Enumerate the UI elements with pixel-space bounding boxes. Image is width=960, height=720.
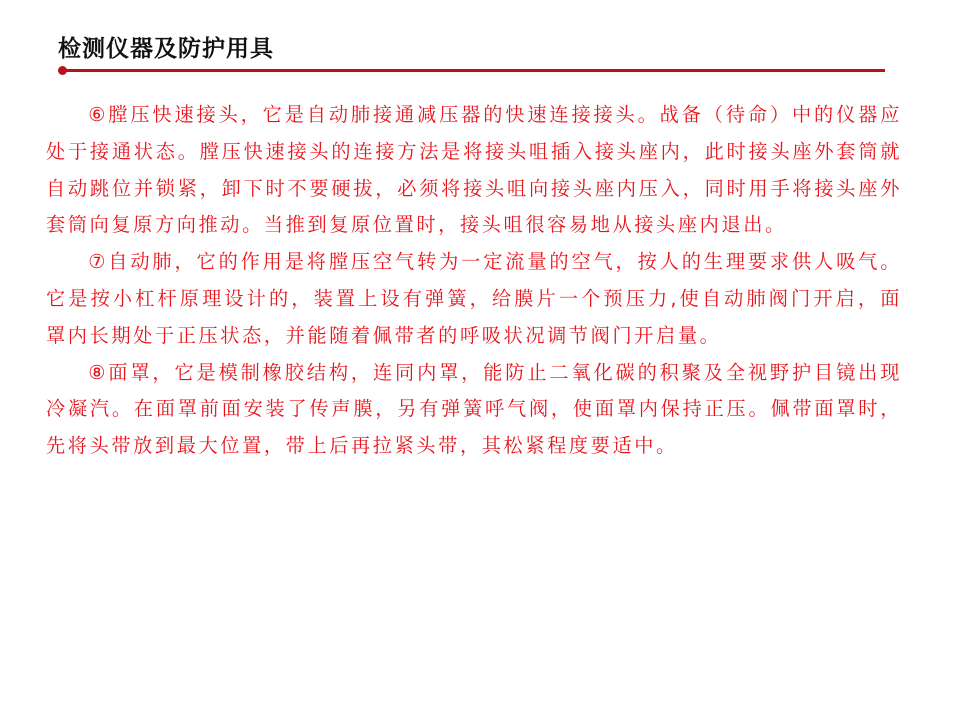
paragraph-demand-valve: ⑦自动肺，它的作用是将膛压空气转为一定流量的空气，按人的生理要求供人吸气。它是按小杠杆原理设计的，装置上设有弹簧，给膜片一个预压力,使自动肺阀门开启，面罩内长期处于正压状态，并能随着佩带者的呼吸状况调节阀门开启量。 (46, 250, 902, 347)
paragraph-quick-connector: ⑥膛压快速接头，它是自动肺接通减压器的快速连接接头。战备（待命）中的仪器应处于接通状态。膛压快速接头的连接方法是将接头咀插入接头座内，此时接头座外套筒就自动跳位并锁紧，卸下时不要硬拔，必须将接头咀向接头座内压入，同时用手将接头座外套筒向复原方向推动。当推到复原位置时，接头咀很容易地从接头座内退出。 (46, 103, 902, 237)
title-divider (63, 69, 885, 72)
content-body (46, 97, 902, 465)
slide-title: 检测仪器及防护用具 (58, 36, 274, 62)
paragraph-face-mask: ⑧面罩，它是模制橡胶结构，连同内罩，能防止二氧化碳的积聚及全视野护目镜出现冷凝汽。在面罩前面安装了传声膜，另有弹簧呼气阀，使面罩内保持正压。佩带面罩时，先将头带放到最大位置，带上后再拉紧头带，其松紧程度要适中。 (46, 360, 902, 458)
